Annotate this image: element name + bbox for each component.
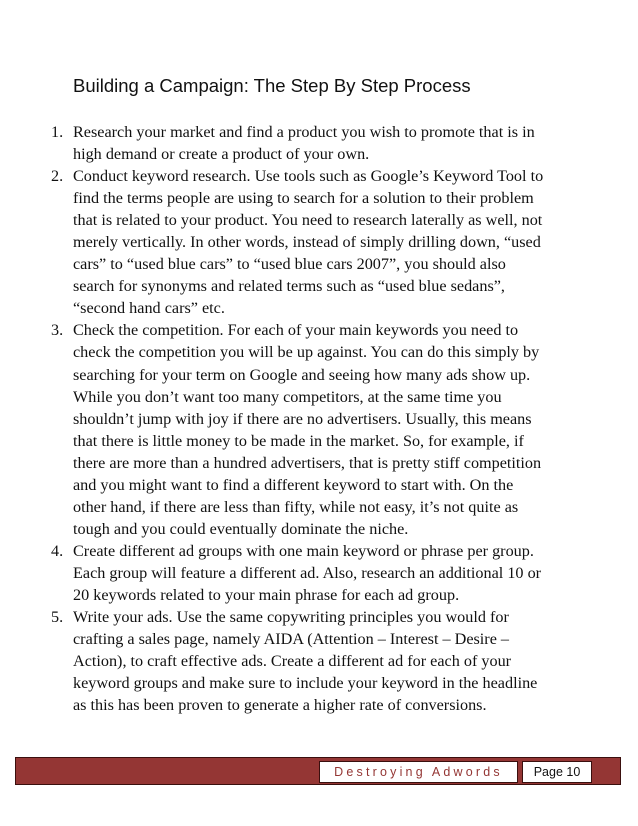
step-item — [51, 165, 611, 319]
step-text-line: Research your market and find a product you wish to promote that is in — [73, 123, 535, 141]
step-text-line: 20 keywords related to your main phrase for each ad group. — [73, 585, 460, 604]
step-text-line: Check the competition. For each of your main keywords you need to — [73, 321, 519, 340]
step-number: 4. — [51, 541, 64, 560]
step-item — [51, 319, 611, 539]
step-text-line: Each group will feature a different ad. Also, research an additional 10 or — [73, 563, 542, 582]
page-heading: Building a Campaign: The Step By Step Process — [73, 75, 471, 96]
footer-page-number: Page 10 — [522, 761, 592, 783]
step-text-line: keyword groups and make sure to include your keyword in the headline — [73, 674, 538, 693]
step-text-line: that there is little money to be made in the market. So, for example, if — [73, 431, 524, 450]
step-text-line: tough and you could eventually dominate the niche. — [73, 519, 409, 538]
step-text-line: Action), to craft effective ads. Create a different ad for each of your — [73, 652, 512, 671]
step-number: 2. — [51, 167, 64, 186]
step-text-line: While you don’t want too many competitors, at the same time you — [73, 387, 502, 406]
step-number: 5. — [51, 608, 64, 627]
step-text-line: shouldn’t jump with joy if there are no advertisers. Usually, this means — [73, 409, 532, 428]
step-text-line: “second hand cars” etc. — [73, 299, 225, 318]
step-text-line: Conduct keyword research. Use tools such as Google’s Keyword Tool to — [73, 167, 544, 186]
step-text-line: that is related to your product. You need to research laterally as well, not — [73, 211, 543, 230]
step-text-line: high demand or create a product of your own. — [73, 145, 370, 164]
step-text-line: search for synonyms and related terms such as “used blue sedans”, — [73, 277, 505, 296]
step-item — [51, 121, 611, 165]
step-text-line: there are more than a hundred advertisers, that is pretty stiff competition — [73, 453, 542, 472]
step-list — [51, 121, 611, 716]
step-text-line: other hand, if there are less than fifty, while not easy, it’s not quite as — [73, 497, 519, 516]
step-text-line: Write your ads. Use the same copywriting principles you would for — [73, 608, 509, 627]
step-item — [51, 540, 611, 606]
step-text-line: searching for your term on Google and seeing how many ads show up. — [73, 365, 531, 384]
step-text-line: as this has been proven to generate a higher rate of conversions. — [73, 696, 487, 715]
step-number: 3. — [51, 321, 64, 340]
footer-document-title: Destroying Adwords — [319, 761, 518, 783]
step-item — [51, 606, 611, 716]
step-number: 1. — [51, 123, 64, 141]
step-text-line: find the terms people are using to search for a solution to their problem — [73, 189, 534, 208]
page-footer — [15, 757, 621, 785]
step-text-line: crafting a sales page, namely AIDA (Attention – Interest – Desire – — [73, 630, 510, 649]
step-text-line: cars” to “used blue cars” to “used blue cars 2007”, you should also — [73, 255, 506, 274]
step-text-line: and you might want to find a different keyword to start with. On the — [73, 475, 514, 494]
step-text-line: check the competition you will be up against. You can do this simply by — [73, 343, 540, 362]
step-text-line: Create different ad groups with one main keyword or phrase per group. — [73, 541, 534, 560]
step-text-line: merely vertically. In other words, instead of simply drilling down, “used — [73, 233, 541, 252]
